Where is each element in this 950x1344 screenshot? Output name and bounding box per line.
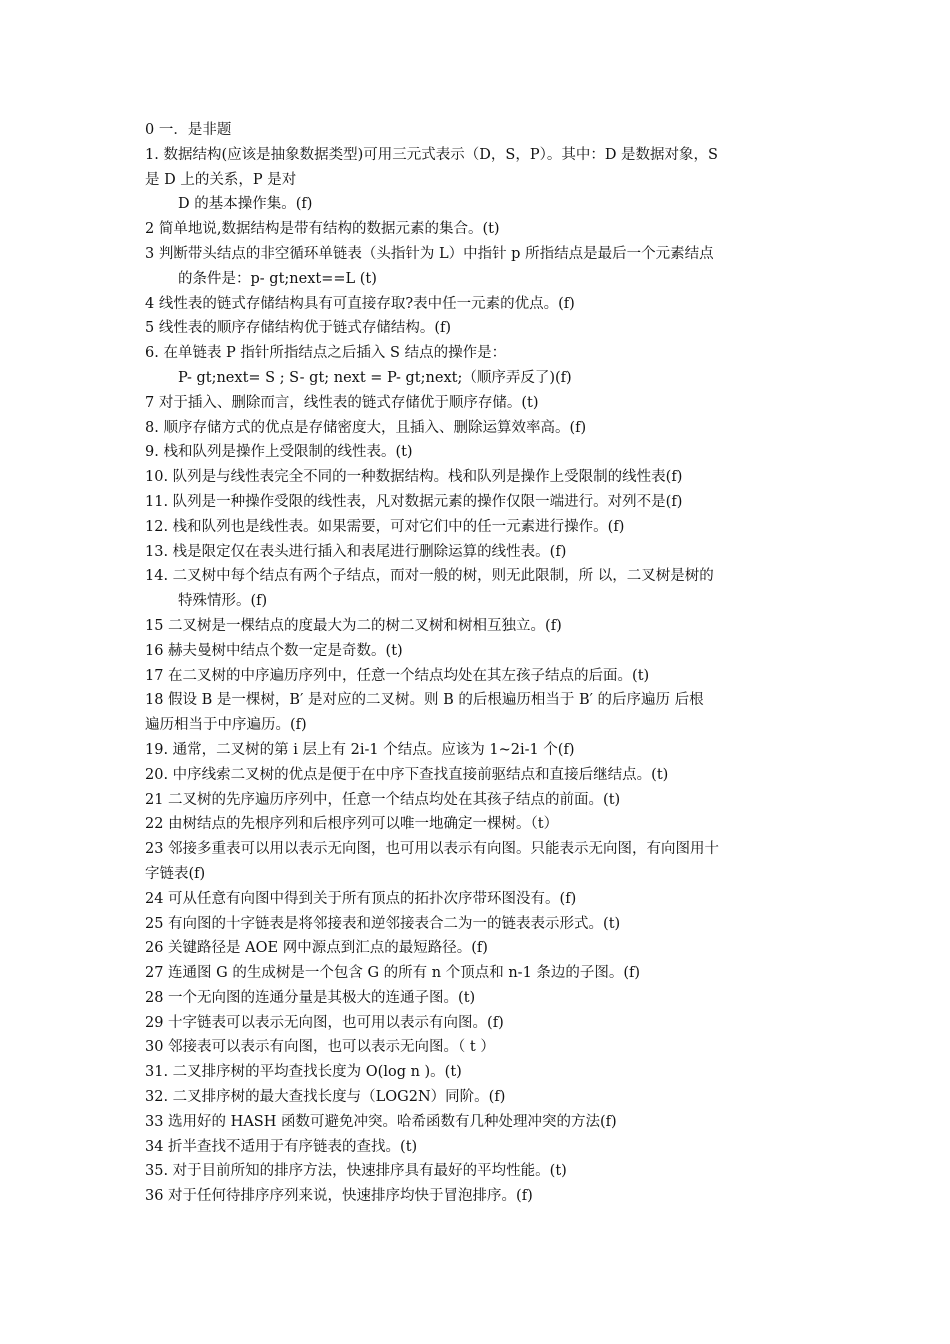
text-line: 33 选用好的 HASH 函数可避免冲突。哈希函数有几种处理冲突的方法(f): [145, 1113, 617, 1130]
text-line: 遍历相当于中序遍历。(f): [145, 717, 307, 734]
text-line: 16 赫夫曼树中结点个数一定是奇数。(t): [145, 642, 403, 659]
text-line: 17 在二叉树的中序遍历序列中，任意一个结点均处在其左孩子结点的后面。(t): [145, 667, 650, 684]
text-line: 9. 栈和队列是操作上受限制的线性表。(t): [145, 444, 413, 461]
text-line: 21 二叉树的先序遍历序列中，任意一个结点均处在其孩子结点的前面。(t): [145, 791, 621, 808]
text-line: 6. 在单链表 P 指针所指结点之后插入 S 结点的操作是：: [145, 345, 507, 362]
text-line: 的条件是：p- gt;next==L (t): [178, 270, 377, 287]
text-line: 36 对于任何待排序序列来说，快速排序均快于冒泡排序。(f): [145, 1188, 533, 1205]
document-body: [145, 118, 810, 1209]
text-line: D 的基本操作集。(f): [178, 196, 313, 213]
text-line: 4 线性表的链式存储结构具有可直接存取?表中任一元素的优点。(f): [145, 295, 575, 312]
text-line: 32. 二叉排序树的最大查找长度与（LOG2N）同阶。(f): [145, 1089, 506, 1106]
text-line: 12. 栈和队列也是线性表。如果需要，可对它们中的任一元素进行操作。(f): [145, 518, 625, 535]
text-line: 30 邻接表可以表示有向图，也可以表示无向图。（ t ）: [145, 1039, 495, 1056]
text-line: 29 十字链表可以表示无向图，也可用以表示有向图。(f): [145, 1014, 504, 1031]
text-line: 11. 队列是一种操作受限的线性表，凡对数据元素的操作仅限一端进行。对列不是(f): [145, 493, 683, 510]
text-line: 25 有向图的十字链表是将邻接表和逆邻接表合二为一的链表表示形式。(t): [145, 915, 621, 932]
text-line: P- gt;next= S ; S- gt; next = P- gt;next;（顺序弄反了)(f): [178, 369, 572, 386]
text-line: 2 简单地说,数据结构是带有结构的数据元素的集合。(t): [145, 221, 500, 238]
text-line: 字链表(f): [145, 865, 206, 882]
text-line: 特殊情形。(f): [178, 593, 268, 610]
text-line: 31. 二叉排序树的平均查找长度为 O(log n )。(t): [145, 1064, 462, 1081]
section-heading: 0 一．是非题: [145, 122, 232, 138]
text-line: 28 一个无向图的连通分量是其极大的连通子图。(t): [145, 989, 476, 1006]
text-line: 10. 队列是与线性表完全不同的一种数据结构。栈和队列是操作上受限制的线性表(f): [145, 469, 683, 486]
text-line: 23 邻接多重表可以用以表示无向图，也可用以表示有向图。只能表示无向图，有向图用十: [145, 841, 720, 858]
text-line: 1. 数据结构(应该是抽象数据类型)可用三元式表示（D，S，P）。其中：D 是数据对象，S: [145, 146, 718, 163]
text-line: 8. 顺序存储方式的优点是存储密度大，且插入、删除运算效率高。(f): [145, 419, 587, 436]
text-line: 24 可从任意有向图中得到关于所有顶点的拓扑次序带环图没有。(f): [145, 890, 577, 907]
text-line: 7 对于插入、删除而言，线性表的链式存储优于顺序存储。(t): [145, 394, 539, 411]
text-line: 3 判断带头结点的非空循环单链表（头指针为 L）中指针 p 所指结点是最后一个元素结点: [145, 245, 714, 262]
text-line: 19. 通常，二叉树的第 i 层上有 2i-1 个结点。应该为 1~2i-1 个(f): [145, 741, 575, 758]
text-line: 35. 对于目前所知的排序方法，快速排序具有最好的平均性能。(t): [145, 1163, 567, 1180]
text-line: 15 二叉树是一棵结点的度最大为二的树二叉树和树相互独立。(f): [145, 617, 562, 634]
text-line: 26 关键路径是 AOE 网中源点到汇点的最短路径。(f): [145, 940, 488, 957]
text-line: 18 假设 B 是一棵树，B′ 是对应的二叉树。则 B 的后根遍历相当于 B′ 的后序遍历 后根: [145, 692, 704, 709]
text-line: 5 线性表的顺序存储结构优于链式存储结构。(f): [145, 320, 452, 337]
text-line: 14. 二叉树中每个结点有两个子结点，而对一般的树，则无此限制，所 以，二叉树是树的: [145, 568, 714, 585]
text-line: 27 连通图 G 的生成树是一个包含 G 的所有 n 个顶点和 n-1 条边的子图。(f): [145, 965, 641, 982]
text-line: 22 由树结点的先根序列和后根序列可以唯一地确定一棵树。（t）: [145, 816, 559, 833]
text-line: 13. 栈是限定仅在表头进行插入和表尾进行删除运算的线性表。(f): [145, 543, 567, 560]
text-line: 34 折半查找不适用于有序链表的查找。(t): [145, 1138, 418, 1155]
text-line: 20. 中序线索二叉树的优点是便于在中序下查找直接前驱结点和直接后继结点。(t): [145, 766, 669, 783]
text-line: 是 D 上的关系，P 是对: [145, 171, 297, 188]
